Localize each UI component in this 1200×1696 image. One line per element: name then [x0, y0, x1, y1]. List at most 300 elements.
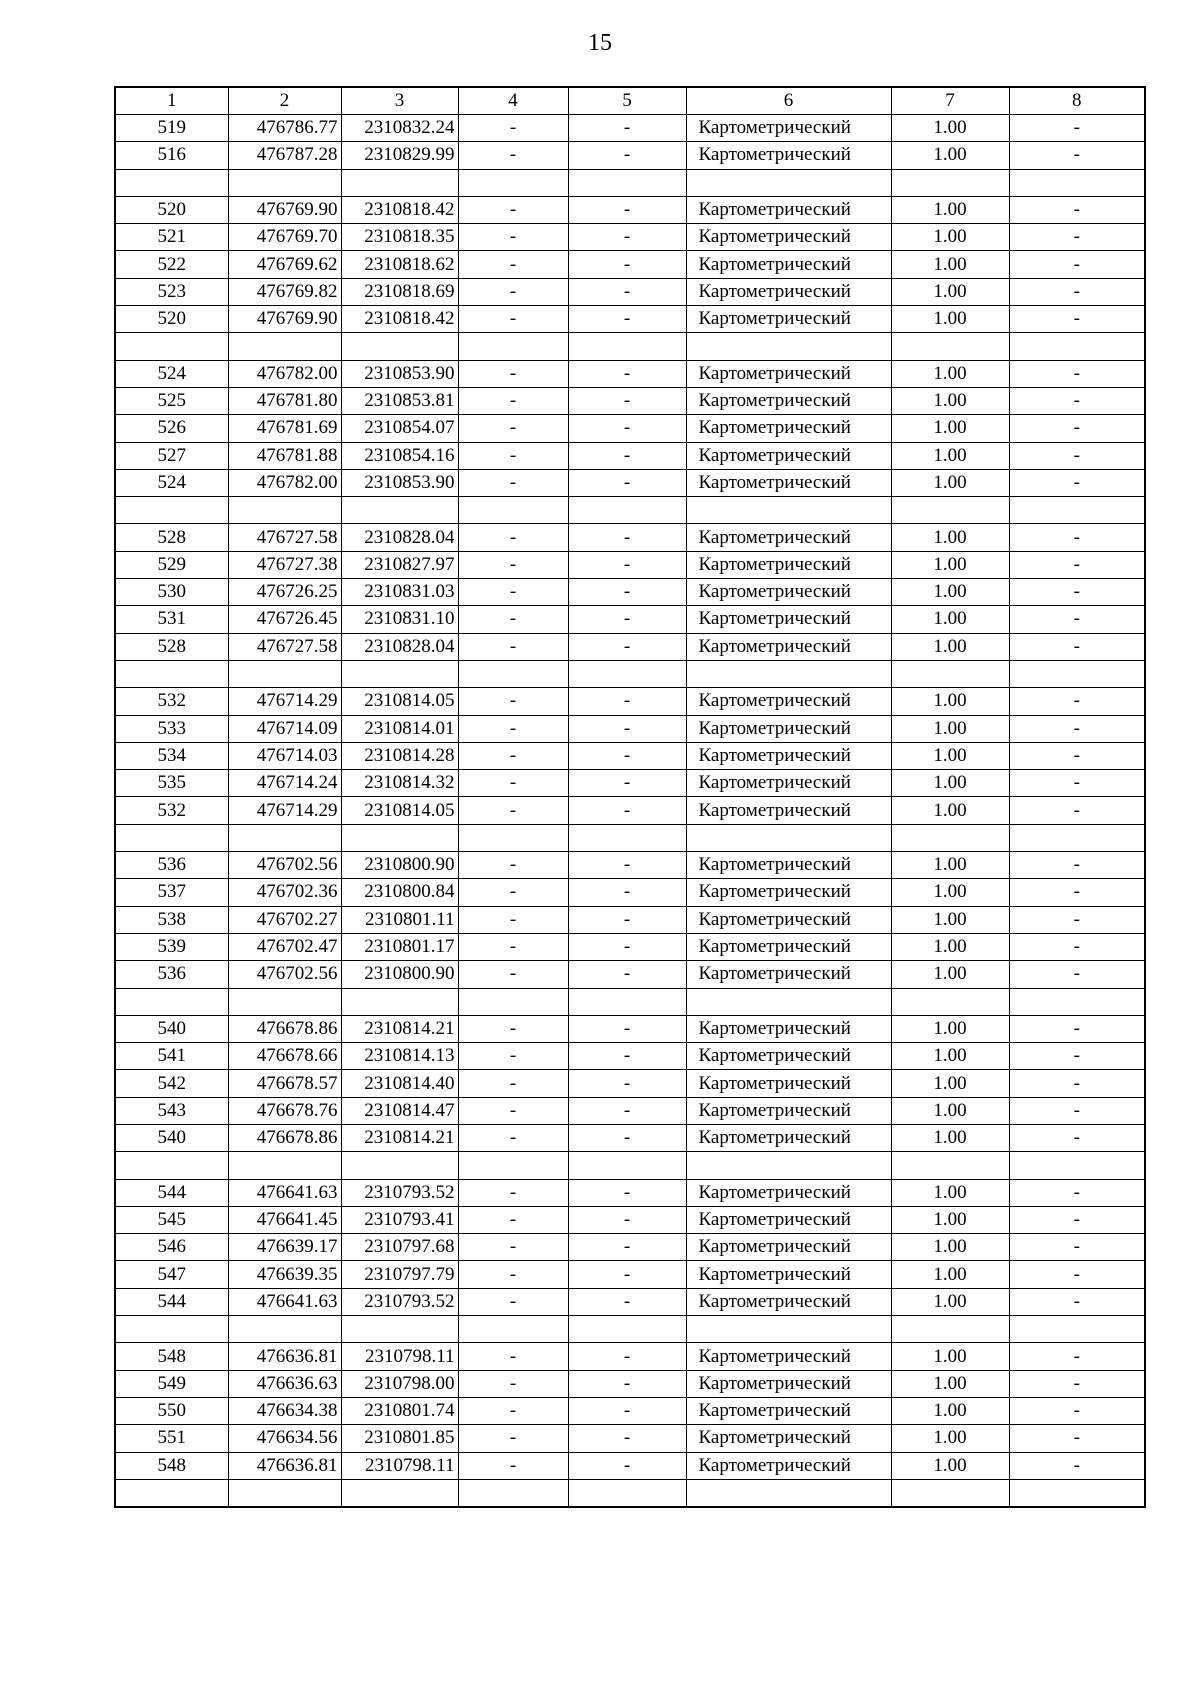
cell-col-5: -	[568, 224, 686, 251]
cell-coord-x: 476634.56	[228, 1425, 341, 1452]
cell-coord-x: 476641.63	[228, 1179, 341, 1206]
cell-method: Картометрический	[686, 524, 891, 551]
cell-method: Картометрический	[686, 579, 891, 606]
cell-col-4: -	[458, 1261, 568, 1288]
cell-coord-y: 2310800.90	[341, 852, 458, 879]
table-row	[115, 715, 1145, 742]
cell-coord-y: 2310814.13	[341, 1043, 458, 1070]
cell-accuracy: 1.00	[891, 1370, 1009, 1397]
cell-coord-y: 2310798.11	[341, 1452, 458, 1479]
cell-accuracy: 1.00	[891, 770, 1009, 797]
cell-coord-y: 2310801.17	[341, 933, 458, 960]
table-row	[115, 1425, 1145, 1452]
table-row	[115, 579, 1145, 606]
table-row	[115, 906, 1145, 933]
cell-point-number: 520	[115, 196, 228, 223]
cell-col-8: -	[1009, 224, 1145, 251]
cell-coord-x: 476782.00	[228, 469, 341, 496]
cell-accuracy: 1.00	[891, 1343, 1009, 1370]
cell-accuracy: 1.00	[891, 524, 1009, 551]
cell-point-number: 526	[115, 415, 228, 442]
table-row	[115, 1124, 1145, 1151]
cell-coord-y: 2310829.99	[341, 142, 458, 169]
cell-point-number: 519	[115, 115, 228, 142]
cell-col-8: -	[1009, 196, 1145, 223]
cell-col-4: -	[458, 933, 568, 960]
cell-method: Картометрический	[686, 278, 891, 305]
cell-col-4: -	[458, 715, 568, 742]
cell-coord-y: 2310831.03	[341, 579, 458, 606]
cell-coord-y: 2310853.90	[341, 360, 458, 387]
cell-coord-y: 2310797.68	[341, 1234, 458, 1261]
cell-col-4: -	[458, 115, 568, 142]
cell-point-number: 540	[115, 1015, 228, 1042]
cell-col-4: -	[458, 633, 568, 660]
cell-accuracy: 1.00	[891, 688, 1009, 715]
cell-col-4	[458, 1152, 568, 1179]
cell-col-4: -	[458, 360, 568, 387]
cell-point-number: 527	[115, 442, 228, 469]
cell-col-4: -	[458, 906, 568, 933]
cell-coord-x	[228, 1152, 341, 1179]
cell-coord-y: 2310853.81	[341, 387, 458, 414]
cell-coord-y	[341, 333, 458, 360]
table-row	[115, 1015, 1145, 1042]
cell-coord-y	[341, 169, 458, 196]
cell-coord-x: 476781.80	[228, 387, 341, 414]
cell-coord-x: 476634.38	[228, 1397, 341, 1424]
cell-col-5	[568, 333, 686, 360]
cell-col-5: -	[568, 1206, 686, 1233]
cell-accuracy	[891, 333, 1009, 360]
cell-coord-y: 2310827.97	[341, 551, 458, 578]
cell-col-5: -	[568, 1288, 686, 1315]
cell-method: Картометрический	[686, 742, 891, 769]
cell-method: Картометрический	[686, 1206, 891, 1233]
cell-point-number: 542	[115, 1070, 228, 1097]
cell-method: Картометрический	[686, 797, 891, 824]
cell-coord-y: 2310814.47	[341, 1097, 458, 1124]
cell-point-number: 522	[115, 251, 228, 278]
cell-accuracy: 1.00	[891, 1288, 1009, 1315]
table-row	[115, 142, 1145, 169]
cell-coord-y	[341, 988, 458, 1015]
cell-accuracy: 1.00	[891, 196, 1009, 223]
cell-col-5	[568, 1316, 686, 1343]
cell-method: Картометрический	[686, 142, 891, 169]
cell-col-5: -	[568, 1397, 686, 1424]
table-row	[115, 933, 1145, 960]
table-row	[115, 387, 1145, 414]
cell-point-number: 528	[115, 524, 228, 551]
cell-col-4: -	[458, 1206, 568, 1233]
table-row	[115, 1343, 1145, 1370]
cell-coord-y: 2310818.69	[341, 278, 458, 305]
table-row	[115, 988, 1145, 1015]
cell-method: Картометрический	[686, 688, 891, 715]
cell-accuracy: 1.00	[891, 742, 1009, 769]
cell-coord-y: 2310831.10	[341, 606, 458, 633]
cell-coord-x: 476786.77	[228, 115, 341, 142]
cell-coord-y: 2310793.41	[341, 1206, 458, 1233]
cell-coord-y	[341, 1152, 458, 1179]
cell-accuracy: 1.00	[891, 360, 1009, 387]
table-row	[115, 1179, 1145, 1206]
cell-col-4: -	[458, 1124, 568, 1151]
cell-coord-x: 476702.47	[228, 933, 341, 960]
cell-point-number: 533	[115, 715, 228, 742]
cell-point-number: 544	[115, 1288, 228, 1315]
cell-coord-y: 2310818.62	[341, 251, 458, 278]
cell-col-4: -	[458, 1397, 568, 1424]
cell-method: Картометрический	[686, 906, 891, 933]
table-row	[115, 797, 1145, 824]
column-header: 8	[1009, 87, 1145, 115]
cell-point-number	[115, 497, 228, 524]
cell-col-5: -	[568, 551, 686, 578]
table-row	[115, 196, 1145, 223]
cell-col-8	[1009, 1152, 1145, 1179]
cell-accuracy: 1.00	[891, 961, 1009, 988]
cell-point-number: 532	[115, 688, 228, 715]
cell-accuracy: 1.00	[891, 251, 1009, 278]
cell-coord-y: 2310814.40	[341, 1070, 458, 1097]
cell-accuracy: 1.00	[891, 906, 1009, 933]
cell-point-number: 551	[115, 1425, 228, 1452]
cell-coord-y: 2310828.04	[341, 524, 458, 551]
cell-coord-x: 476702.56	[228, 852, 341, 879]
cell-col-5: -	[568, 797, 686, 824]
cell-col-4: -	[458, 688, 568, 715]
cell-coord-x: 476678.86	[228, 1124, 341, 1151]
cell-coord-x: 476678.86	[228, 1015, 341, 1042]
cell-col-8: -	[1009, 852, 1145, 879]
cell-point-number: 543	[115, 1097, 228, 1124]
cell-coord-y: 2310814.28	[341, 742, 458, 769]
cell-coord-y: 2310801.74	[341, 1397, 458, 1424]
cell-method: Картометрический	[686, 879, 891, 906]
cell-col-4: -	[458, 196, 568, 223]
table-row	[115, 1370, 1145, 1397]
cell-col-8: -	[1009, 1015, 1145, 1042]
cell-col-8	[1009, 824, 1145, 851]
cell-coord-x	[228, 333, 341, 360]
cell-point-number: 528	[115, 633, 228, 660]
cell-col-5: -	[568, 579, 686, 606]
table-row	[115, 306, 1145, 333]
cell-col-5: -	[568, 115, 686, 142]
cell-coord-x: 476641.63	[228, 1288, 341, 1315]
cell-point-number	[115, 988, 228, 1015]
column-header: 2	[228, 87, 341, 115]
cell-accuracy: 1.00	[891, 633, 1009, 660]
cell-col-4: -	[458, 579, 568, 606]
cell-method: Картометрический	[686, 224, 891, 251]
cell-point-number: 550	[115, 1397, 228, 1424]
cell-col-4: -	[458, 551, 568, 578]
cell-accuracy: 1.00	[891, 852, 1009, 879]
cell-coord-y: 2310818.42	[341, 306, 458, 333]
cell-col-8	[1009, 660, 1145, 687]
cell-col-5: -	[568, 278, 686, 305]
cell-accuracy	[891, 988, 1009, 1015]
cell-coord-x: 476727.58	[228, 524, 341, 551]
cell-col-8: -	[1009, 1288, 1145, 1315]
cell-point-number: 535	[115, 770, 228, 797]
cell-col-5: -	[568, 1124, 686, 1151]
cell-method: Картометрический	[686, 387, 891, 414]
cell-point-number	[115, 1152, 228, 1179]
cell-point-number: 524	[115, 469, 228, 496]
cell-point-number: 547	[115, 1261, 228, 1288]
cell-col-4: -	[458, 1288, 568, 1315]
cell-col-4	[458, 169, 568, 196]
table-row	[115, 660, 1145, 687]
cell-col-5: -	[568, 961, 686, 988]
cell-coord-x: 476726.25	[228, 579, 341, 606]
cell-col-8: -	[1009, 1097, 1145, 1124]
cell-col-4: -	[458, 770, 568, 797]
cell-method: Картометрический	[686, 442, 891, 469]
cell-col-8: -	[1009, 1043, 1145, 1070]
cell-point-number: 531	[115, 606, 228, 633]
cell-method: Картометрический	[686, 551, 891, 578]
cell-col-5: -	[568, 770, 686, 797]
cell-accuracy: 1.00	[891, 1206, 1009, 1233]
cell-method: Картометрический	[686, 1124, 891, 1151]
cell-col-4: -	[458, 879, 568, 906]
cell-accuracy: 1.00	[891, 606, 1009, 633]
cell-col-5: -	[568, 306, 686, 333]
column-header: 7	[891, 87, 1009, 115]
cell-method: Картометрический	[686, 1043, 891, 1070]
cell-col-4: -	[458, 1043, 568, 1070]
cell-accuracy: 1.00	[891, 415, 1009, 442]
cell-col-8: -	[1009, 1234, 1145, 1261]
cell-accuracy: 1.00	[891, 469, 1009, 496]
cell-coord-y: 2310801.85	[341, 1425, 458, 1452]
cell-col-5: -	[568, 442, 686, 469]
cell-accuracy: 1.00	[891, 1234, 1009, 1261]
cell-col-4	[458, 333, 568, 360]
cell-col-8: -	[1009, 551, 1145, 578]
cell-col-8: -	[1009, 715, 1145, 742]
cell-accuracy	[891, 169, 1009, 196]
cell-col-8: -	[1009, 415, 1145, 442]
cell-col-8: -	[1009, 306, 1145, 333]
cell-col-5: -	[568, 879, 686, 906]
cell-col-8: -	[1009, 879, 1145, 906]
cell-col-5: -	[568, 415, 686, 442]
cell-col-8: -	[1009, 469, 1145, 496]
table-row	[115, 1206, 1145, 1233]
cell-col-4: -	[458, 224, 568, 251]
cell-col-4: -	[458, 278, 568, 305]
cell-coord-y: 2310793.52	[341, 1288, 458, 1315]
cell-point-number: 541	[115, 1043, 228, 1070]
cell-method: Картометрический	[686, 251, 891, 278]
cell-coord-x: 476702.36	[228, 879, 341, 906]
table-row	[115, 251, 1145, 278]
table-row	[115, 606, 1145, 633]
table-row	[115, 415, 1145, 442]
coordinates-table	[114, 86, 1146, 1508]
table-row	[115, 115, 1145, 142]
cell-col-4: -	[458, 1425, 568, 1452]
cell-method: Картометрический	[686, 1015, 891, 1042]
cell-col-5: -	[568, 387, 686, 414]
cell-col-4	[458, 988, 568, 1015]
cell-col-4: -	[458, 1070, 568, 1097]
cell-col-8: -	[1009, 961, 1145, 988]
cell-col-5: -	[568, 1179, 686, 1206]
cell-point-number: 534	[115, 742, 228, 769]
cell-method: Картометрический	[686, 1179, 891, 1206]
cell-col-8	[1009, 497, 1145, 524]
table-row	[115, 688, 1145, 715]
cell-method	[686, 1479, 891, 1506]
cell-accuracy	[891, 1152, 1009, 1179]
cell-accuracy: 1.00	[891, 387, 1009, 414]
cell-col-5: -	[568, 742, 686, 769]
cell-col-5: -	[568, 142, 686, 169]
cell-col-8	[1009, 169, 1145, 196]
cell-col-4: -	[458, 142, 568, 169]
cell-col-5	[568, 497, 686, 524]
cell-point-number: 539	[115, 933, 228, 960]
cell-method: Картометрический	[686, 1452, 891, 1479]
cell-col-4: -	[458, 442, 568, 469]
cell-coord-y: 2310814.21	[341, 1015, 458, 1042]
cell-coord-x: 476727.38	[228, 551, 341, 578]
cell-col-8: -	[1009, 579, 1145, 606]
cell-method	[686, 988, 891, 1015]
table-row	[115, 551, 1145, 578]
cell-coord-x: 476714.09	[228, 715, 341, 742]
cell-coord-x: 476702.27	[228, 906, 341, 933]
cell-col-5: -	[568, 606, 686, 633]
cell-accuracy: 1.00	[891, 1124, 1009, 1151]
cell-method: Картометрический	[686, 1343, 891, 1370]
cell-col-8: -	[1009, 1124, 1145, 1151]
cell-col-8: -	[1009, 742, 1145, 769]
cell-coord-y: 2310814.21	[341, 1124, 458, 1151]
cell-col-8: -	[1009, 115, 1145, 142]
cell-method: Картометрический	[686, 196, 891, 223]
cell-col-8: -	[1009, 797, 1145, 824]
cell-point-number: 529	[115, 551, 228, 578]
cell-col-5	[568, 824, 686, 851]
cell-method: Картометрический	[686, 770, 891, 797]
cell-col-8: -	[1009, 387, 1145, 414]
cell-method: Картометрический	[686, 1370, 891, 1397]
cell-col-4	[458, 1479, 568, 1506]
cell-coord-x: 476639.35	[228, 1261, 341, 1288]
cell-col-4: -	[458, 742, 568, 769]
cell-method	[686, 1316, 891, 1343]
table-body	[115, 87, 1145, 1507]
table-row	[115, 961, 1145, 988]
cell-col-8: -	[1009, 442, 1145, 469]
cell-method: Картометрический	[686, 633, 891, 660]
cell-col-5: -	[568, 688, 686, 715]
cell-point-number: 530	[115, 579, 228, 606]
cell-col-8	[1009, 1479, 1145, 1506]
cell-accuracy: 1.00	[891, 442, 1009, 469]
cell-coord-x: 476636.63	[228, 1370, 341, 1397]
cell-accuracy: 1.00	[891, 1015, 1009, 1042]
cell-point-number: 532	[115, 797, 228, 824]
cell-col-5: -	[568, 633, 686, 660]
cell-coord-x: 476727.58	[228, 633, 341, 660]
cell-accuracy: 1.00	[891, 1452, 1009, 1479]
cell-coord-y: 2310818.42	[341, 196, 458, 223]
cell-point-number: 544	[115, 1179, 228, 1206]
cell-col-4: -	[458, 306, 568, 333]
cell-coord-y: 2310818.35	[341, 224, 458, 251]
cell-col-8: -	[1009, 1179, 1145, 1206]
cell-coord-y	[341, 497, 458, 524]
cell-point-number: 536	[115, 961, 228, 988]
cell-col-8: -	[1009, 933, 1145, 960]
cell-accuracy: 1.00	[891, 551, 1009, 578]
cell-coord-y: 2310793.52	[341, 1179, 458, 1206]
cell-point-number: 537	[115, 879, 228, 906]
column-header: 6	[686, 87, 891, 115]
cell-accuracy: 1.00	[891, 278, 1009, 305]
cell-col-8: -	[1009, 278, 1145, 305]
cell-col-4: -	[458, 251, 568, 278]
table-row	[115, 824, 1145, 851]
table-row	[115, 852, 1145, 879]
cell-coord-x: 476769.62	[228, 251, 341, 278]
cell-coord-x: 476714.29	[228, 688, 341, 715]
cell-col-5	[568, 660, 686, 687]
cell-coord-y: 2310800.90	[341, 961, 458, 988]
cell-col-4: -	[458, 1234, 568, 1261]
cell-coord-x: 476702.56	[228, 961, 341, 988]
table-row	[115, 1234, 1145, 1261]
cell-method: Картометрический	[686, 1234, 891, 1261]
table-row	[115, 1070, 1145, 1097]
cell-col-5: -	[568, 1261, 686, 1288]
cell-coord-x: 476678.76	[228, 1097, 341, 1124]
cell-col-8	[1009, 333, 1145, 360]
cell-col-8: -	[1009, 606, 1145, 633]
table-row	[115, 742, 1145, 769]
cell-method: Картометрический	[686, 469, 891, 496]
cell-method: Картометрический	[686, 1288, 891, 1315]
cell-col-5: -	[568, 1425, 686, 1452]
cell-coord-x: 476641.45	[228, 1206, 341, 1233]
cell-accuracy	[891, 1316, 1009, 1343]
cell-accuracy: 1.00	[891, 933, 1009, 960]
cell-col-5: -	[568, 196, 686, 223]
cell-accuracy: 1.00	[891, 1397, 1009, 1424]
cell-col-4: -	[458, 387, 568, 414]
table-row	[115, 169, 1145, 196]
cell-point-number: 536	[115, 852, 228, 879]
cell-point-number	[115, 824, 228, 851]
table-row	[115, 1316, 1145, 1343]
cell-point-number: 540	[115, 1124, 228, 1151]
cell-point-number: 521	[115, 224, 228, 251]
cell-coord-x: 476636.81	[228, 1452, 341, 1479]
table-row	[115, 1043, 1145, 1070]
cell-col-4: -	[458, 1179, 568, 1206]
cell-col-8: -	[1009, 142, 1145, 169]
cell-method: Картометрический	[686, 961, 891, 988]
